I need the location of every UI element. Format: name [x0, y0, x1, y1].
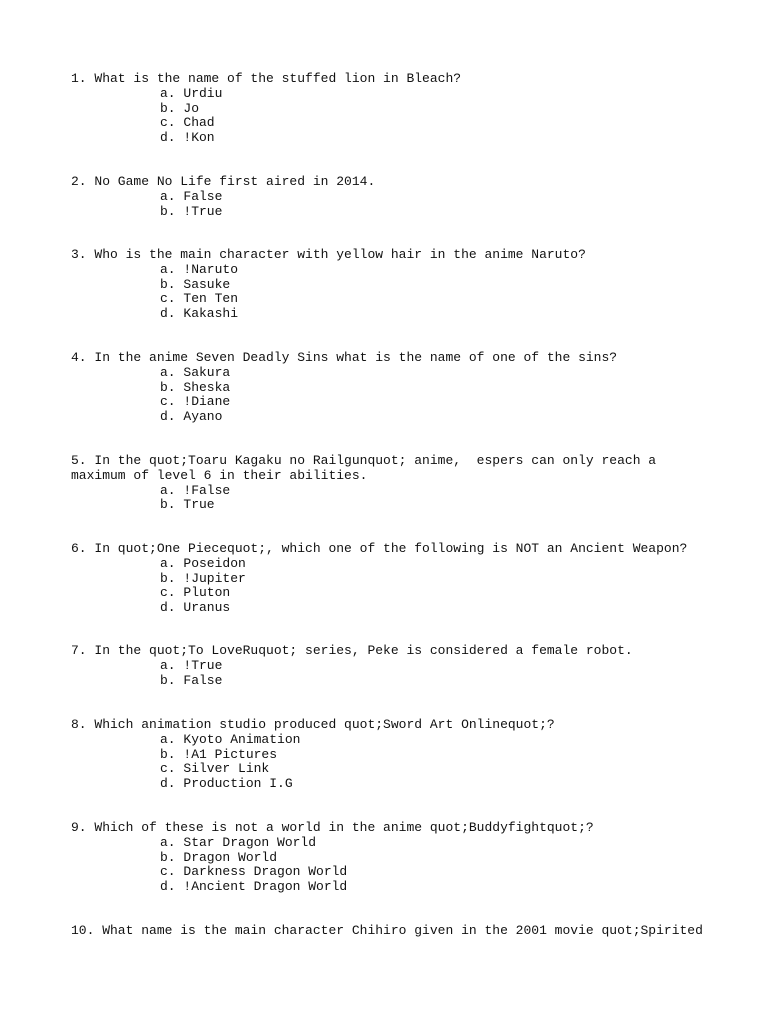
answer-option: d. Kakashi	[160, 306, 239, 322]
answer-option: c. Darkness Dragon World	[160, 864, 348, 880]
answer-options	[71, 484, 711, 514]
answer-options	[71, 190, 711, 220]
answer-option: b. Jo	[160, 100, 200, 116]
question-8	[71, 718, 711, 792]
answer-option: d. !Ancient Dragon World	[160, 879, 348, 895]
answer-option: a. !Naruto	[160, 261, 239, 277]
question-4	[71, 351, 711, 425]
answer-options	[71, 366, 711, 425]
question-6	[71, 542, 711, 616]
question-text: 5. In the quot;Toaru Kagaku no Railgunquot; anime, espers can only reach a maximum of level 6 in their abilities.	[71, 453, 664, 483]
question-text: 8. Which animation studio produced quot;Sword Art Onlinequot;?	[71, 717, 555, 732]
answer-options	[71, 557, 711, 616]
answer-options	[71, 87, 711, 146]
answer-options	[71, 733, 711, 792]
answer-option: c. !Diane	[160, 394, 231, 410]
question-3	[71, 248, 711, 322]
question-text: 2. No Game No Life first aired in 2014.	[71, 174, 376, 189]
question-10	[71, 924, 711, 939]
answer-options	[71, 263, 711, 322]
answer-options	[71, 659, 711, 689]
question-1	[71, 72, 711, 146]
question-5	[71, 454, 711, 513]
question-text: 1. What is the name of the stuffed lion in Bleach?	[71, 71, 462, 86]
answer-option: b. Sasuke	[160, 276, 231, 292]
answer-option: a. !False	[160, 482, 231, 498]
question-text: 7. In the quot;To LoveRuquot; series, Peke is considered a female robot.	[71, 643, 633, 658]
answer-option: b. True	[160, 497, 215, 513]
question-text: 9. Which of these is not a world in the anime quot;Buddyfightquot;?	[71, 820, 594, 835]
answer-option: b. Sheska	[160, 379, 231, 395]
answer-option: a. !True	[160, 657, 223, 673]
answer-option: a. Urdiu	[160, 85, 223, 101]
answer-option: a. Sakura	[160, 364, 231, 380]
answer-option: b. !A1 Pictures	[160, 746, 278, 762]
question-7	[71, 644, 711, 688]
question-text: 6. In quot;One Piecequot;, which one of the following is NOT an Ancient Weapon?	[71, 541, 688, 556]
answer-options	[71, 836, 711, 895]
answer-option: a. Star Dragon World	[160, 834, 317, 850]
answer-option: a. Kyoto Animation	[160, 731, 301, 747]
answer-option: b. Dragon World	[160, 849, 278, 865]
question-2	[71, 175, 711, 219]
answer-option: c. Chad	[160, 115, 215, 131]
question-text: 4. In the anime Seven Deadly Sins what is the name of one of the sins?	[71, 350, 618, 365]
answer-option: d. Production I.G	[160, 776, 293, 792]
answer-option: d. Uranus	[160, 600, 231, 616]
answer-option: d. Ayano	[160, 409, 223, 425]
answer-option: b. False	[160, 672, 223, 688]
answer-option: a. False	[160, 188, 223, 204]
answer-option: b. !Jupiter	[160, 570, 246, 586]
answer-option: c. Ten Ten	[160, 291, 239, 307]
answer-option: b. !True	[160, 203, 223, 219]
answer-option: c. Pluton	[160, 585, 231, 601]
question-text: 3. Who is the main character with yellow hair in the anime Naruto?	[71, 247, 586, 262]
answer-option: a. Poseidon	[160, 555, 246, 571]
question-text: 10. What name is the main character Chihiro given in the 2001 movie quot;Spirited	[71, 923, 703, 938]
question-9	[71, 821, 711, 895]
answer-option: c. Silver Link	[160, 761, 270, 777]
answer-option: d. !Kon	[160, 130, 215, 146]
